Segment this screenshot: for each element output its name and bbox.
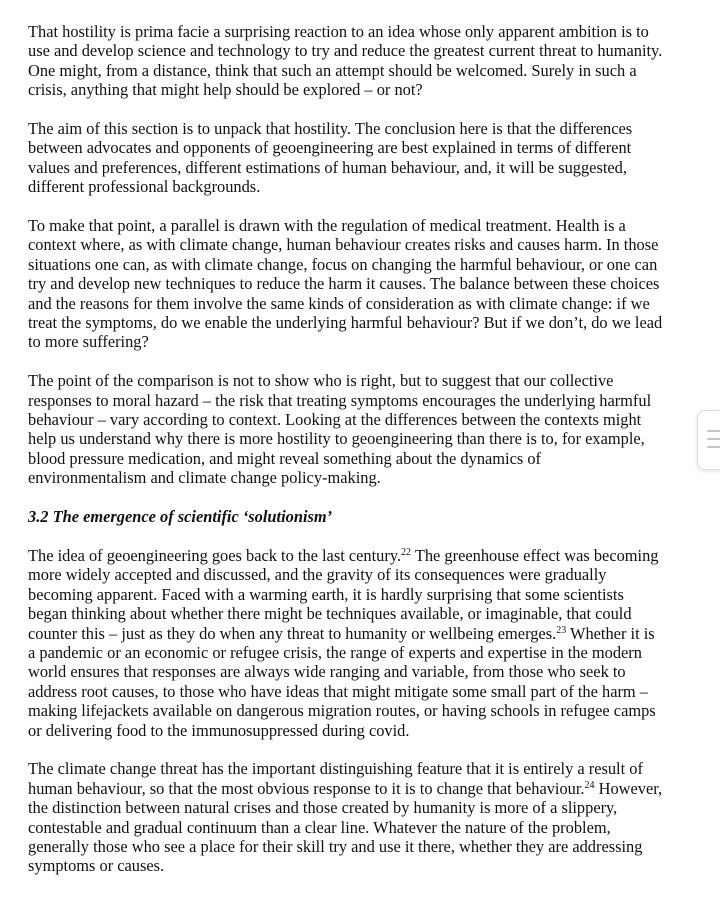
paragraph-5-text-2: The greenhouse effect was becoming more widely accepted and discussed, and the gravity of its consequences were gradually becoming apparent. Faced with a warming earth, it is hardly surprising that some scientists began thinking about whether there might be techniques available, or imaginable, that could counter this – just as they do when any threat to humanity or wellbeing emerges. [28,545,659,643]
paragraph-5-text-3: Whether it is a pandemic or an economic or refugee crisis, the range of experts and expertise in the modern world ensures that responses are always wide ranging and variable, from those who seek to address root causes, to those who have ideas that might mitigate some small part of the harm – making lifejackets available on dangerous migration routes, or having schools in refugee camps or delivering food to the immunosuppressed during covid. [28,623,656,740]
paragraph-5 [28,546,663,740]
footnote-ref-22[interactable]: 22 [401,546,412,558]
paragraph-1: That hostility is prima facie a surprising reaction to an idea whose only apparent ambition is to use and develop science and technology to try and reduce the greatest current threat to humanity. One might, from a distance, think that such an attempt should be welcomed. Surely in such a crisis, anything that might help should be explored – or not? [28,22,663,100]
paragraph-4: The point of the comparison is not to show who is right, but to suggest that our collective responses to moral hazard – the risk that treating symptoms encourages the underlying harmful behaviour – vary according to context. Looking at the differences between the contexts might help us understand why there is more hostility to geoengineering than there is to, for example, blood pressure medication, and might reveal something about the dynamics of environmentalism and climate change policy-making. [28,371,652,488]
footnote-ref-23[interactable]: 23 [556,624,567,636]
paragraph-2: The aim of this section is to unpack that hostility. The conclusion here is that the differences between advocates and opponents of geoengineering are best explained in terms of different values and preferences, different estimations of human behaviour, and, it will be suggested, different professional backgrounds. [28,119,633,197]
paragraph-6 [28,759,663,875]
paragraph-3: To make that point, a parallel is drawn with the regulation of medical treatment. Health is a context where, as with climate change, human behaviour creates risks and causes harm. In those situations one can, as with climate change, focus on changing the harmful behaviour, or one can try and develop new techniques to reduce the harm it causes. The balance between these choices and the reasons for them involve the same kinds of consideration as with climate change: if we treat the symptoms, do we enable the underlying harmful behaviour? But if we don’t, do we lead to more suffering? [28,216,663,352]
footnote-ref-24[interactable]: 24 [584,779,595,791]
section-heading: 3.2 The emergence of scientific ‘solutionism’ [28,507,333,527]
side-panel-tab[interactable] [697,410,720,470]
paragraph-6-text-2: However, the distinction between natural crises and those created by humanity is more of a slippery, contestable and gradual continuum than a clear line. Whatever the nature of the problem, generally those who see a place for their skill try and use it there, whether they are addressing symptoms or causes. [28,778,663,876]
paragraph-6-text-1: The climate change threat has the important distinguishing feature that it is entirely a result of human behaviour, so that the most obvious response to it is to change that behaviour. [28,759,643,798]
document-page [28,22,663,895]
paragraph-5-text-1: The idea of geoengineering goes back to the last century. [28,545,402,565]
